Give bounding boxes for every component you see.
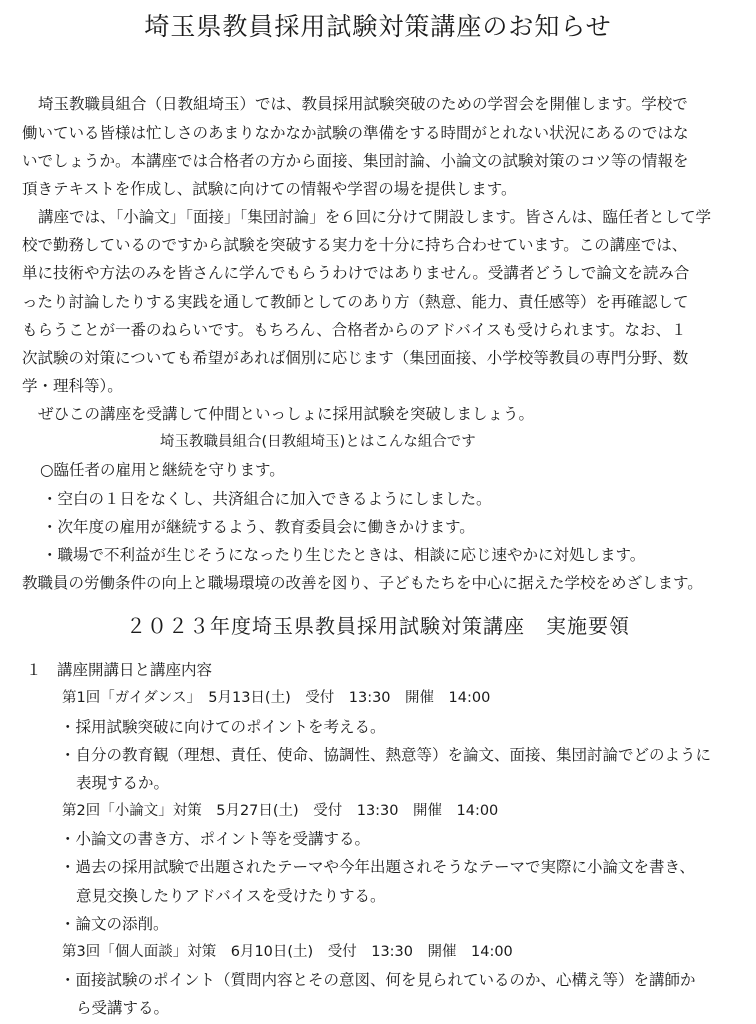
intro-p1-line: 埼玉教職員組合（日教組埼玉）では、教員採用試験突破のための学習会を開催します。学校で xyxy=(38,95,688,113)
union-main-point: ○臨任者の雇用と継続を守ります。 xyxy=(40,461,285,479)
intro-p1-line: いでしょうか。本講座では合格者の方から面接、集団討論、小論文の試験対策のコツ等の情報を xyxy=(22,152,689,170)
session-2-item: ・過去の採用試験で出題されたテーマや今年出題されそうなテーマで実際に小論文を書き、 xyxy=(60,858,695,876)
intro-p1-line: 働いている皆様は忙しさのあまりなかなか試験の準備をする時間がとれない状況にあるのではな xyxy=(22,124,689,142)
session-1-item: 表現するか。 xyxy=(76,774,170,792)
session-2-item: ・小論文の書き方、ポイント等を受講する。 xyxy=(60,830,371,848)
intro-p3-line: ぜひこの講座を受講して仲間といっしょに採用試験を突破しましょう。 xyxy=(38,405,535,423)
session-3-item: ら受講する。 xyxy=(76,999,170,1017)
intro-p2-line: 次試験の対策についても希望があれば個別に応じます（集団面接、小学校等教員の専門分野、数 xyxy=(22,349,689,367)
session-3-header: 第3回「個人面談」対策 6月10日(土) 受付 13:30 開催 14:00 xyxy=(62,944,513,960)
intro-p2-line: ったり討論したりする実践を通して教師としてのあり方（熱意、能力、責任感等）を再確認して xyxy=(22,293,689,311)
union-heading: 埼玉教職員組合(日教組埼玉)とはこんな組合です xyxy=(160,434,476,450)
union-bullet: ・次年度の雇用が継続するよう、教育委員会に働きかけます。 xyxy=(42,518,475,536)
guidelines-heading: ２０２３年度埼玉県教員採用試験対策講座 実施要領 xyxy=(126,614,630,638)
union-bullet: ・空白の１日をなくし、共済組合に加入できるようにしました。 xyxy=(42,490,492,508)
session-1-item: ・採用試験突破に向けてのポイントを考える。 xyxy=(60,718,386,736)
union-closing: 教職員の労働条件の向上と職場環境の改善を図り、子どもたちを中心に据えた学校をめざします。 xyxy=(22,574,703,592)
intro-p1-line: 頂きテキストを作成し、試験に向けての情報や学習の場を提供します。 xyxy=(22,180,517,198)
union-bullet: ・職場で不利益が生じそうになったり生じたときは、相談に応じ速やかに対処します。 xyxy=(42,546,646,564)
session-1-item: ・自分の教育観（理想、責任、使命、協調性、熱意等）を論文、面接、集団討論でどのように xyxy=(60,746,712,764)
intro-p2-line: 単に技術や方法のみを皆さんに学んでもらうわけではありません。受講者どうしで論文を読み合 xyxy=(22,264,690,282)
page-title: 埼玉県教員採用試験対策講座のお知らせ xyxy=(144,12,612,41)
intro-p2-line: 校で勤務しているのですから試験を突破する実力を十分に持ち合わせています。この講座では、 xyxy=(22,236,688,254)
section-heading: １ 講座開講日と講座内容 xyxy=(26,661,213,679)
session-1-header: 第1回「ガイダンス」 5月13日(土) 受付 13:30 開催 14:00 xyxy=(62,690,491,706)
session-2-item: 意見交換したりアドバイスを受けたりする。 xyxy=(76,887,386,905)
intro-p2-line: 学・理科等）。 xyxy=(22,377,123,395)
session-2-item: ・論文の添削。 xyxy=(60,915,169,933)
session-2-header: 第2回「小論文」対策 5月27日(土) 受付 13:30 開催 14:00 xyxy=(62,803,499,819)
session-3-item: ・面接試験のポイント（質問内容とその意図、何を見られているのか、心構え等）を講師か xyxy=(60,971,696,989)
intro-p2-line: もらうことが一番のねらいです。もちろん、合格者からのアドバイスも受けられます。なお、１ xyxy=(22,321,687,339)
intro-p2-line: 講座では、「小論文」「面接」「集団討論」を６回に分けて開設します。皆さんは、臨任者として学 xyxy=(38,208,712,226)
